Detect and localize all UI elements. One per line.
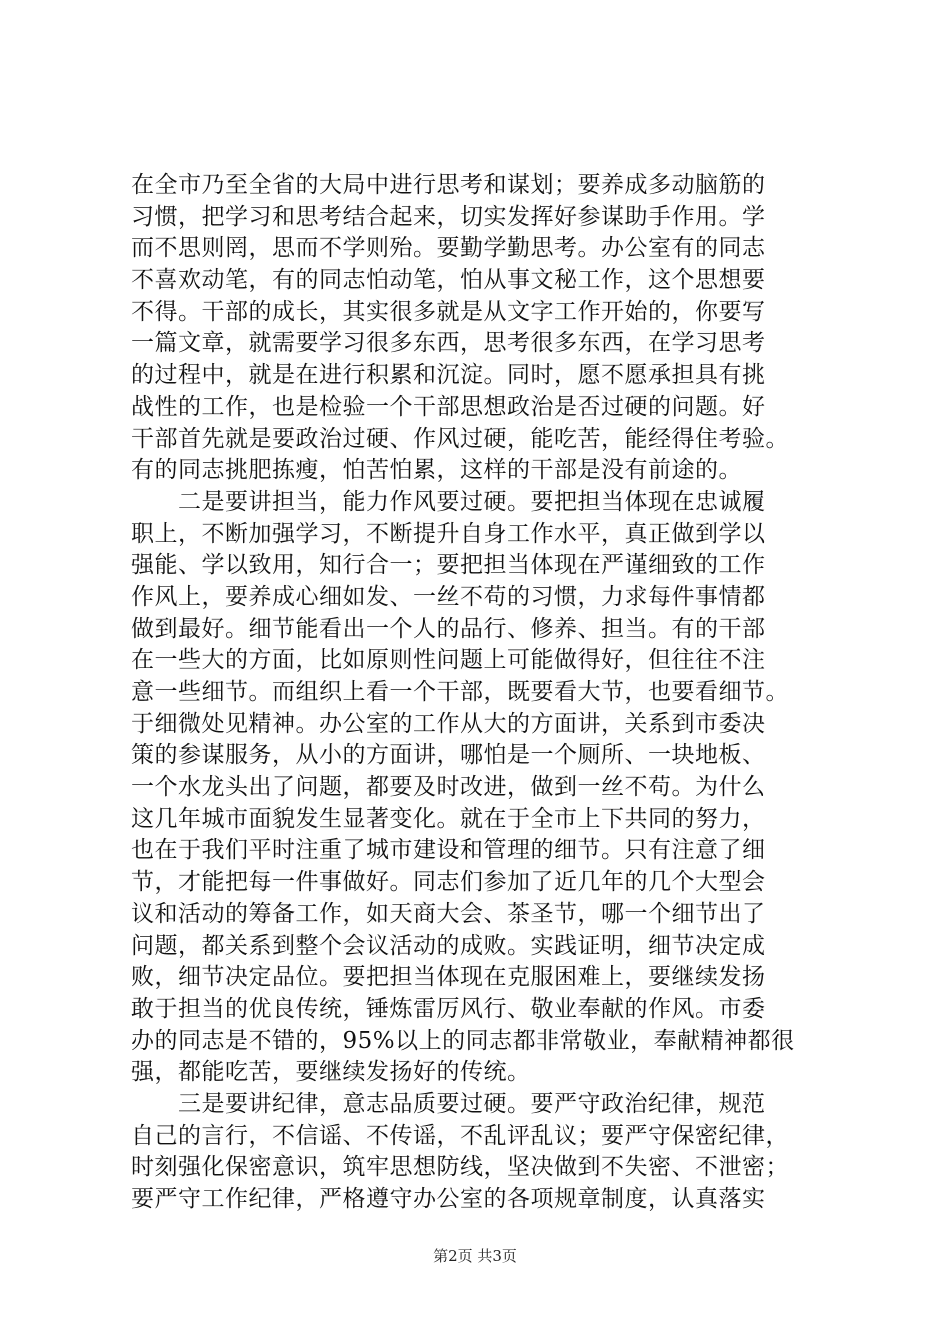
text-line: 作风上，要养成心细如发、一丝不苟的习惯，力求每件事情都 (131, 583, 766, 610)
text-line: 战性的工作，也是检验一个干部思想政治是否过硬的问题。好 (131, 393, 766, 420)
text-line: 这几年城市面貌发生显著变化。就在于全市上下共同的努力， (131, 805, 766, 832)
text-line: 败，细节决定品位。要把担当体现在克服困难上，要继续发扬 (131, 964, 766, 991)
body-text (131, 170, 851, 1216)
text-line: 一个水龙头出了问题，都要及时改进，做到一丝不苟。为什么 (131, 774, 766, 801)
text-line: 在一些大的方面，比如原则性问题上可能做得好，但往往不注 (131, 647, 766, 674)
text-line: 时刻强化保密意识，筑牢思想防线，坚决做到不失密、不泄密； (131, 1154, 789, 1181)
text-line: 不得。干部的成长，其实很多就是从文字工作开始的，你要写 (131, 298, 766, 325)
text-line: 做到最好。细节能看出一个人的品行、修养、担当。有的干部 (131, 615, 766, 642)
text-line: 办的同志是不错的，95%以上的同志都非常敬业，奉献精神都很 (131, 1027, 795, 1054)
text-line: 习惯，把学习和思考结合起来，切实发挥好参谋助手作用。学 (131, 203, 766, 230)
text-line: 三是要讲纪律，意志品质要过硬。要严守政治纪律，规范 (131, 1090, 766, 1117)
text-line: 问题，都关系到整个会议活动的成败。实践证明，细节决定成 (131, 932, 766, 959)
text-line: 节，才能把每一件事做好。同志们参加了近几年的几个大型会 (131, 869, 766, 896)
text-line: 敢于担当的优良传统，锤炼雷厉风行、敬业奉献的作风。市委 (131, 995, 766, 1022)
text-line: 策的参谋服务，从小的方面讲，哪怕是一个厕所、一块地板、 (131, 742, 766, 769)
text-line: 强能、学以致用，知行合一；要把担当体现在严谨细致的工作 (131, 552, 766, 579)
text-line: 也在于我们平时注重了城市建设和管理的细节。只有注意了细 (131, 837, 766, 864)
text-line: 的过程中，就是在进行积累和沉淀。同时，愿不愿承担具有挑 (131, 362, 766, 389)
text-line: 不喜欢动笔，有的同志怕动笔，怕从事文秘工作，这个思想要 (131, 267, 766, 294)
text-line: 干部首先就是要政治过硬、作风过硬，能吃苦，能经得住考验。 (131, 425, 789, 452)
text-line: 有的同志挑肥拣瘦，怕苦怕累，这样的干部是没有前途的。 (131, 457, 742, 484)
text-line: 自己的言行，不信谣、不传谣，不乱评乱议；要严守保密纪律， (131, 1122, 789, 1149)
text-line: 一篇文章，就需要学习很多东西，思考很多东西，在学习思考 (131, 330, 766, 357)
text-line: 在全市乃至全省的大局中进行思考和谋划；要养成多动脑筋的 (131, 172, 766, 198)
text-line: 意一些细节。而组织上看一个干部，既要看大节，也要看细节。 (131, 679, 789, 705)
page-footer: 第2页 共3页 (433, 1247, 517, 1265)
text-line: 强，都能吃苦，要继续发扬好的传统。 (131, 1059, 531, 1086)
text-line: 要严守工作纪律，严格遵守办公室的各项规章制度，认真落实 (131, 1186, 766, 1212)
text-line: 议和活动的筹备工作，如天商大会、茶圣节，哪一个细节出了 (131, 900, 766, 927)
text-line: 于细微处见精神。办公室的工作从大的方面讲，关系到市委决 (131, 710, 766, 737)
text-line: 职上，不断加强学习，不断提升自身工作水平，真正做到学以 (131, 520, 766, 547)
text-line: 二是要讲担当，能力作风要过硬。要把担当体现在忠诚履 (131, 488, 766, 515)
text-line: 而不思则罔，思而不学则殆。要勤学勤思考。办公室有的同志 (131, 235, 766, 262)
